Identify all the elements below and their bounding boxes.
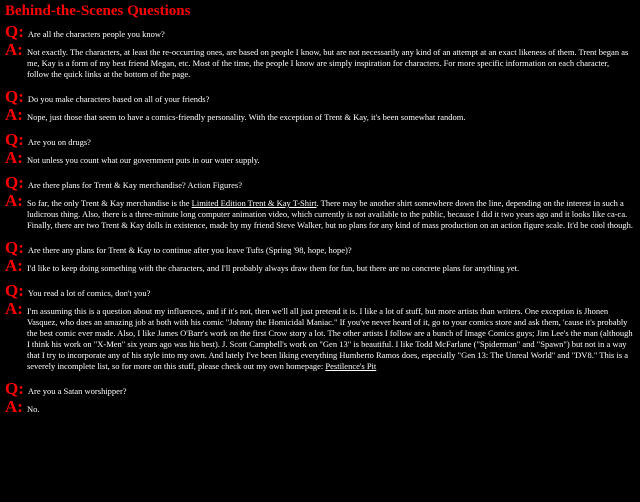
q-mark: Q: [5,130,24,149]
answer-text: Not unless you count what our government puts in our water supply. [26,155,260,165]
question-text: Are you on drugs? [27,137,91,147]
answer-text-before: So far, the only Trent & Kay merchandise is the [26,198,192,208]
a-mark: A: [5,299,23,318]
question-text: Are all the characters people you know? [27,29,165,39]
qa-item [5,380,633,415]
answer-text-after: . There may be another shirt somewhere down the line, depending on the interest in such a ludicrous thing. Also, there is a three-minute long computer animation video, which currently is not available to the public, because I did it two years ago and it looks like ca-ca. Finally, there are two Trent & Kay dolls in existence, made by my friend Steve Walker, but no plans for any kind of mass production on an action figure scale. It'd be cool though. [26,198,633,230]
a-mark: A: [5,397,23,416]
qa-item [5,174,633,231]
question-text: Are you a Satan worshipper? [27,386,127,396]
homepage-link[interactable]: Pestilence's Pit [325,361,377,371]
answer-text: I'd like to keep doing something with the characters, and I'll probably always draw them for fun, but there are no concrete plans for anything yet. [26,263,520,273]
tshirt-link[interactable]: Limited Edition Trent & Kay T-Shirt [191,198,317,208]
answer-text: Not exactly. The characters, at least the re-occurring ones, are based on people I know, but are not necessarily any kind of an attempt at an exact likeness of them. Trent began as me, Kay is a form of my best friend Megan, etc. Most of the time, the people I know are simply inspiration for characters. For more specific information on each character, follow the quick links at the bottom of the page. [26,47,629,79]
qa-item [5,131,633,166]
qa-item [5,239,633,274]
q-mark: Q: [5,238,24,257]
question-text: Do you make characters based on all of your friends? [27,94,210,104]
qa-item [5,282,633,372]
q-mark: Q: [5,173,24,192]
question-text: Are there any plans for Trent & Kay to continue after you leave Tufts (Spring '98, hope, hope)? [27,245,352,255]
page-title: Behind-the-Scenes Questions [5,3,191,19]
a-mark: A: [5,191,23,210]
a-mark: A: [5,105,23,124]
qa-item [5,23,633,80]
a-mark: A: [5,148,23,167]
answer-text [27,198,633,231]
q-mark: Q: [5,379,24,398]
question-text: You read a lot of comics, don't you? [27,288,151,298]
question-text: Are there plans for Trent & Kay merchandise? Action Figures? [27,180,242,190]
q-mark: Q: [5,22,24,41]
answer-text [27,306,633,372]
answer-text-before: I'm assuming this is a question about my influences, and if it's not, then we'll all just pretend it is. I like a lot of stuff, but more artists than writers. One exception is Jhonen Vasquez, who does an amazing job at both with his comic "Johnny the Homicidal Maniac." If you've never heard of it, go to your comics store and ask them, 'cause it's probably the best comic ever made. Also, I like James O'Barr's work on the first Crow story a lot. The other artists I follow are a bunch of Image Comics guys; Jim Lee's the man (although I think his work on "X-Men" six years ago was his best). J. Scott Campbell's work on "Gen 13" is beautiful. I like Todd McFarlane ("Spiderman" and "Spawn") but not in a way that I try to incorporate any of his style into my own. And lately I've been liking everything Humberto Ramos does, especially "Gen 13: The Unreal World" and "DV8." This is a severely incomplete list, so for more on this stuff, please check out my own homepage: [26,306,633,371]
answer-text: Nope, just those that seem to have a comics-friendly personality. With the exception of Trent & Kay, it's been somewhat random. [26,112,466,122]
a-mark: A: [5,256,23,275]
answer-text: No. [26,404,40,414]
q-mark: Q: [5,281,24,300]
q-mark: Q: [5,87,24,106]
qa-item [5,88,633,123]
a-mark: A: [5,40,23,59]
